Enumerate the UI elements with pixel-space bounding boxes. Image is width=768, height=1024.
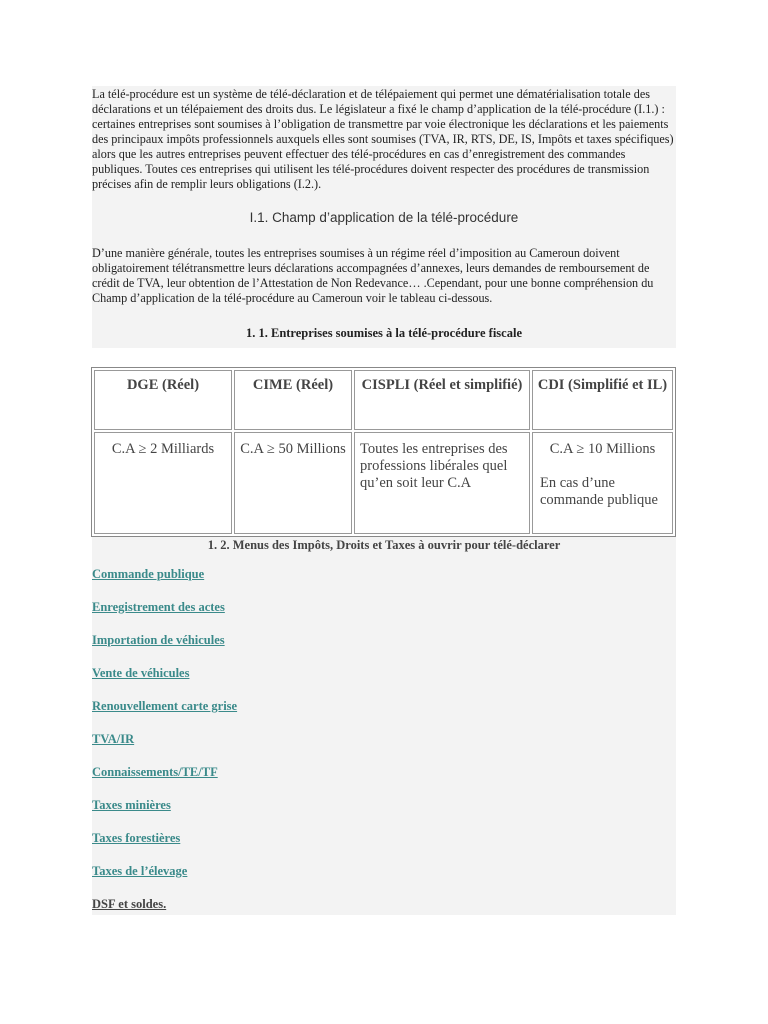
link-importation-vehicules[interactable]: Importation de véhicules <box>92 633 225 647</box>
intro-paragraph: La télé-procédure est un système de télé-déclaration et de télépaiement qui permet une dématérialisation totale des déclarations et un télépaiement des droits dus. Le législateur a fixé le champ d’application de la télé-procédure (I.1.) : certaines entreprises sont soumises à l’obligation de transmettre par voie électronique les déclarations et les paiements des principaux impôts professionnels auxquels elles sont soumises (TVA, IR, RTS, DE, IS, Impôts et taxes spécifiques) alors que les autres entreprises peuvent effectuer des télé-procédures en cas d’enregistrement des commandes publiques. Toutes ces entreprises qui utilisent les télé-procédures doivent respecter des procédures de transmission précises afin de remplir leurs obligations (I.2.). <box>92 87 674 191</box>
content-block-bottom <box>92 537 676 915</box>
list-item <box>92 567 676 600</box>
list-item <box>92 699 676 732</box>
table-header-cispli: CISPLI (Réel et simplifié) <box>354 370 530 430</box>
content-block-top <box>92 86 676 348</box>
link-enregistrement-actes[interactable]: Enregistrement des actes <box>92 600 225 614</box>
list-item <box>92 666 676 699</box>
link-vente-vehicules[interactable]: Vente de véhicules <box>92 666 190 680</box>
document-page <box>92 86 676 915</box>
table-header-cime: CIME (Réel) <box>234 370 352 430</box>
link-dsf-soldes[interactable]: DSF et soldes. <box>92 897 167 911</box>
menu-title: 1. 2. Menus des Impôts, Droits et Taxes à ouvrir pour télé-déclarer <box>207 538 561 552</box>
list-item <box>92 864 676 897</box>
table-cell-cime: C.A ≥ 50 Millions <box>234 432 352 534</box>
table-header-cdi: CDI (Simplifié et IL) <box>532 370 673 430</box>
table-cell-cispli: Toutes les entreprises des professions libérales quel qu’en soit leur C.A <box>354 432 530 534</box>
link-taxes-elevage[interactable]: Taxes de l’élevage <box>92 864 188 878</box>
list-item <box>92 732 676 765</box>
table-title: 1. 1. Entreprises soumises à la télé-procédure fiscale <box>245 326 522 340</box>
link-connaissements[interactable]: Connaissements/TE/TF <box>92 765 218 779</box>
table-header-dge: DGE (Réel) <box>94 370 232 430</box>
regime-table <box>91 367 676 537</box>
table-cell-dge: C.A ≥ 2 Milliards <box>94 432 232 534</box>
section-heading: I.1. Champ d’application de la télé-procédure <box>249 210 519 225</box>
link-commande-publique[interactable]: Commande publique <box>92 567 205 581</box>
menu-links-list <box>92 567 676 915</box>
list-item <box>92 831 676 864</box>
table-cell-cdi-value: C.A ≥ 10 Millions <box>549 441 656 457</box>
section-paragraph: D’une manière générale, toutes les entreprises soumises à un régime réel d’imposition au Cameroun doivent obligatoirement télétransmettre leurs déclarations accompagnées d’annexes, leurs demandes de remboursement de crédit de TVA, leur obtention de l’Attestation de Non Redevance… .Cependant, pour une bonne compréhension du Champ d’application de la télé-procédure au Cameroun voir le tableau ci-dessous. <box>92 246 654 305</box>
table-header-row <box>94 370 673 430</box>
link-taxes-forestieres[interactable]: Taxes forestières <box>92 831 181 845</box>
list-item <box>92 600 676 633</box>
list-item <box>92 897 676 915</box>
list-item <box>92 633 676 666</box>
table-cell-cdi <box>532 432 673 534</box>
table-cell-cdi-note: En cas d’une commande publique <box>540 475 658 508</box>
table-wrapper <box>92 348 676 537</box>
list-item <box>92 798 676 831</box>
list-item <box>92 765 676 798</box>
link-taxes-minieres[interactable]: Taxes minières <box>92 798 171 812</box>
link-tva-ir[interactable]: TVA/IR <box>92 732 135 746</box>
table-row <box>94 432 673 534</box>
link-renouvellement-carte-grise[interactable]: Renouvellement carte grise <box>92 699 238 713</box>
